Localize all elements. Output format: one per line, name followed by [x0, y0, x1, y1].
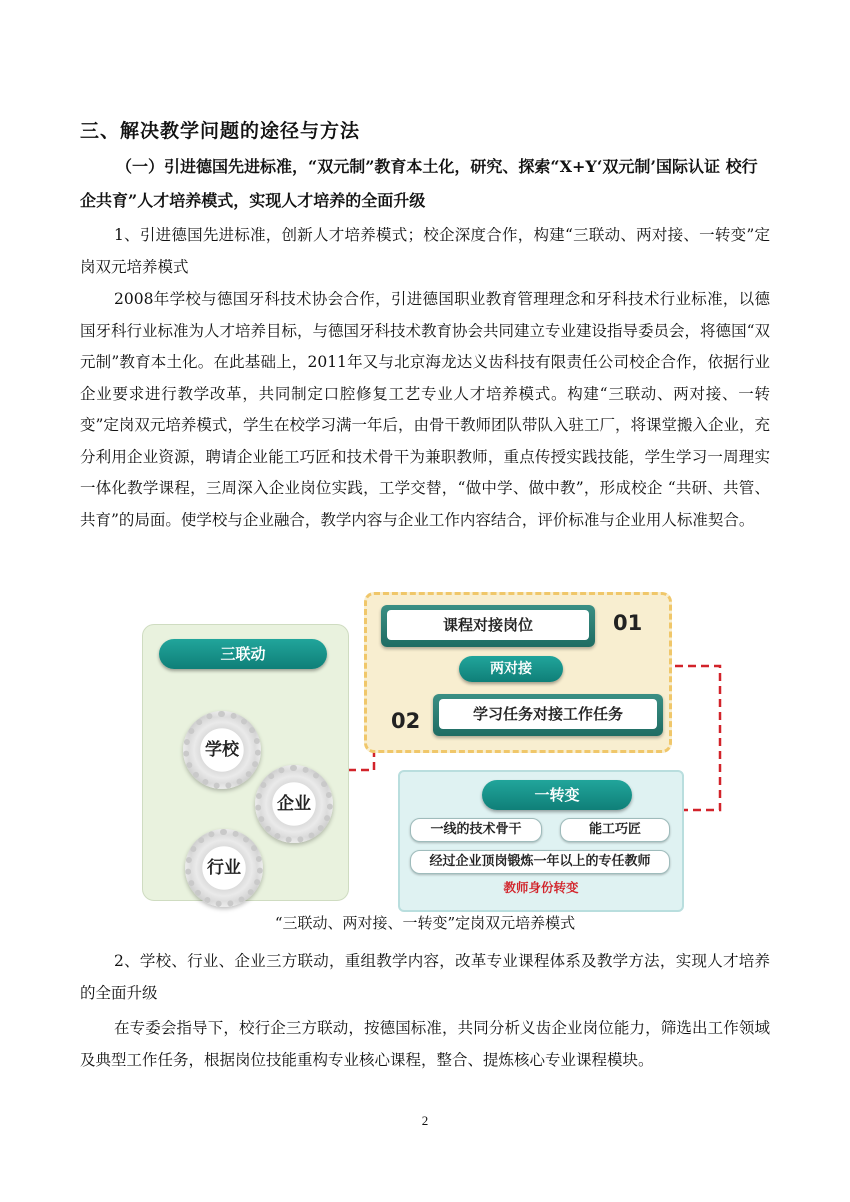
- subsection-heading: （一）引进德国先进标准，“双元制”教育本土化，研究、探索“X+Y‘双元制’国际认证 校行企共育”人才培养模式，实现人才培养的全面升级: [80, 157, 758, 210]
- teacher-transformation-label: 教师身份转变: [503, 880, 579, 895]
- gear-school-icon: [183, 711, 261, 789]
- gear-school-label: 学校: [205, 740, 239, 760]
- number-01: 01: [613, 611, 643, 635]
- transformation-item-1: 一线的技术骨干: [410, 818, 542, 842]
- gear-industry-label: 行业: [207, 858, 241, 878]
- one-transformation-label: 一转变: [482, 780, 632, 810]
- paragraph-3: 2、学校、行业、企业三方联动，重组教学内容，改革专业课程体系及教学方法，实现人才培养的全面升级: [80, 952, 770, 1002]
- two-docking-panel: [364, 592, 672, 753]
- docking-item-1-label: 课程对接岗位: [387, 610, 589, 640]
- docking-item-2: [433, 694, 663, 736]
- paragraph-4: 在专委会指导下，校行企三方联动，按德国标准，共同分析义齿企业岗位能力，筛选出工作领域及典型工作任务，根据岗位技能重构专业核心课程，整合、提炼核心专业课程模块。: [80, 1019, 770, 1069]
- training-model-diagram: [142, 592, 682, 910]
- gear-company-icon: [255, 765, 333, 843]
- three-linkage-panel: [142, 624, 349, 901]
- gear-industry-icon: [185, 829, 263, 907]
- section-heading: 三、解决教学问题的途径与方法: [80, 120, 361, 142]
- transformation-item-3: 经过企业顶岗锻炼一年以上的专任教师: [410, 850, 670, 874]
- three-linkage-label: 三联动: [159, 639, 327, 669]
- one-transformation-panel: [398, 770, 684, 912]
- transformation-item-2: 能工巧匠: [560, 818, 670, 842]
- docking-item-1: [381, 605, 595, 647]
- paragraph-2: 2008年学校与德国牙科技术协会合作，引进德国职业教育管理理念和牙科技术行业标准，以德国牙科行业标准为人才培养目标，与德国牙科技术教育协会共同建立专业建设指导委员会，将德国“双元制”教育本土化。在此基础上，2011年又与北京海龙达义齿科技有限责任公司校企合作，依据行业企业要求进行教学改革，共同制定口腔修复工艺专业人才培养模式。构建“三联动、两对接、一转变”定岗双元培养模式，学生在校学习满一年后，由骨干教师团队带队入驻工厂，将课堂搬入企业，充分利用企业资源，聘请企业能工巧匠和技术骨干为兼职教师，重点传授实践技能，学生学习一周理实一体化教学课程，三周深入企业岗位实践，工学交替，“做中学、做中教”，形成校企 “共研、共管、共育”的局面。使学校与企业融合，教学内容与企业工作内容结合，评价标准与企业用人标准契合。: [80, 290, 770, 529]
- page-number: 2: [421, 1113, 429, 1128]
- two-docking-label: 两对接: [459, 656, 563, 682]
- gear-company-label: 企业: [277, 794, 311, 814]
- docking-item-2-label: 学习任务对接工作任务: [439, 699, 657, 729]
- figure-caption: “三联动、两对接、一转变”定岗双元培养模式: [274, 914, 576, 932]
- number-02: 02: [391, 709, 421, 733]
- paragraph-1: 1、引进德国先进标准，创新人才培养模式；校企深度合作，构建“三联动、两对接、一转变”定岗双元培养模式: [80, 226, 770, 276]
